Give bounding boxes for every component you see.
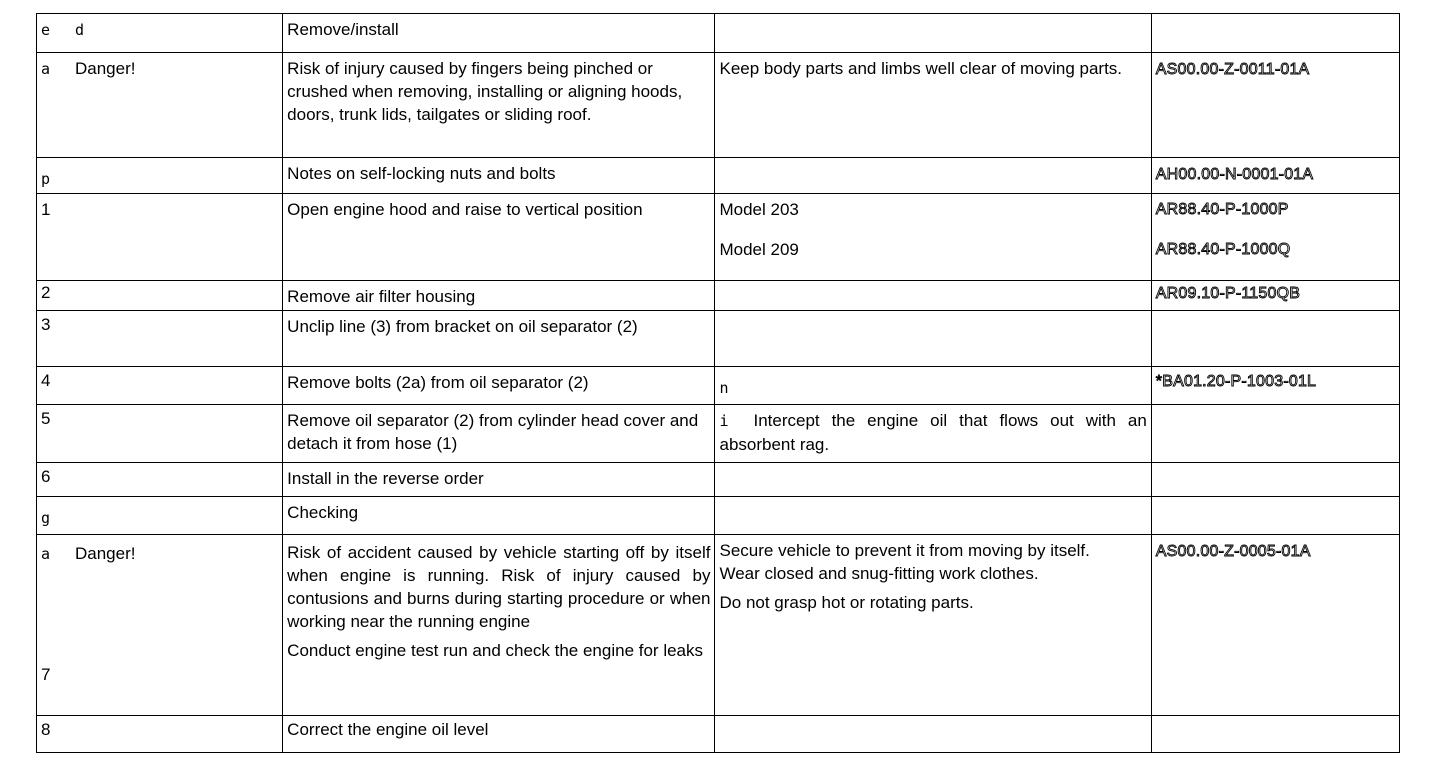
- description-text: Unclip line (3) from bracket on oil separator (2): [287, 317, 638, 336]
- reference-link[interactable]: AR88.40-P-1000P: [1155, 201, 1289, 218]
- step-number: 6: [41, 467, 51, 486]
- step-cell: [37, 497, 283, 535]
- step-number: 1: [41, 200, 51, 219]
- table-row: [37, 311, 1400, 367]
- description-text: Install in the reverse order: [287, 469, 484, 488]
- note-text: Do not grasp hot or rotating parts.: [719, 593, 974, 612]
- step-cell: [37, 158, 283, 194]
- description-text: Open engine hood and raise to vertical position: [287, 200, 643, 219]
- description-cell: [283, 53, 715, 158]
- description-text: Notes on self-locking nuts and bolts: [287, 164, 556, 183]
- table-row: [37, 405, 1400, 463]
- step-cell: [37, 535, 283, 716]
- reference-cell: [1151, 463, 1399, 497]
- description-cell: [283, 497, 715, 535]
- step-cell: [37, 14, 283, 53]
- description-cell: [283, 405, 715, 463]
- description-text: Conduct engine test run and check the engine for leaks: [287, 641, 703, 660]
- reference-cell: [1151, 14, 1399, 53]
- description-text: Checking: [287, 503, 359, 522]
- description-text: Remove bolts (2a) from oil separator (2): [287, 373, 589, 392]
- step-cell: [37, 367, 283, 405]
- tip-icon: n: [719, 379, 729, 397]
- reference-link[interactable]: AS00.00-Z-0005-01A: [1155, 543, 1311, 560]
- step-cell: [37, 194, 283, 281]
- table-row: [37, 535, 1400, 716]
- tool-icon: d: [75, 21, 85, 39]
- description-cell: [283, 716, 715, 753]
- description-cell: [283, 367, 715, 405]
- step-cell: [37, 53, 283, 158]
- notes-cell: [715, 53, 1151, 158]
- checking-icon: g: [41, 509, 51, 527]
- notes-cell: [715, 281, 1151, 311]
- step-cell: [37, 311, 283, 367]
- reference-cell: [1151, 194, 1399, 281]
- procedure-table: [36, 13, 1400, 753]
- table-row: [37, 194, 1400, 281]
- step-number: 8: [41, 720, 51, 739]
- description-text: Remove oil separator (2) from cylinder head cover and detach it from hose (1): [287, 411, 699, 453]
- step-number: 4: [41, 371, 51, 390]
- step-number: 3: [41, 315, 51, 334]
- description-text: Correct the engine oil level: [287, 720, 489, 739]
- reference-link[interactable]: AR09.10-P-1150QB: [1155, 285, 1301, 302]
- notes-cell: [715, 194, 1151, 281]
- step-cell: [37, 281, 283, 311]
- reference-link[interactable]: AR88.40-P-1000Q: [1155, 241, 1291, 258]
- note-text: Intercept the engine oil that flows out with an absorbent rag.: [719, 411, 1147, 454]
- model-label: Model 203: [719, 200, 799, 219]
- reference-cell: [1151, 716, 1399, 753]
- table-row: [37, 497, 1400, 535]
- reference-cell: [1151, 405, 1399, 463]
- description-cell: [283, 535, 715, 716]
- info-icon: i: [719, 412, 729, 430]
- description-text: Remove air filter housing: [287, 287, 476, 306]
- description-cell: [283, 463, 715, 497]
- notes-cell: [715, 158, 1151, 194]
- table-row: [37, 367, 1400, 405]
- reference-cell: [1151, 158, 1399, 194]
- warning-icon: a: [41, 545, 51, 563]
- step-cell: [37, 405, 283, 463]
- danger-label: Danger!: [75, 59, 136, 78]
- table-row: [37, 716, 1400, 753]
- notes-icon: p: [41, 170, 51, 188]
- notes-cell: [715, 463, 1151, 497]
- step-number: 5: [41, 409, 51, 428]
- warning-icon: a: [41, 60, 51, 78]
- danger-label: Danger!: [75, 544, 136, 563]
- step-number: 2: [41, 283, 51, 302]
- note-text: Keep body parts and limbs well clear of moving parts.: [719, 59, 1123, 78]
- description-text: Risk of injury caused by fingers being pinched or crushed when removing, installing or aligning hoods, doors, trunk lids, tailgates or sliding roof.: [287, 59, 683, 124]
- description-cell: [283, 311, 715, 367]
- table-row: [37, 158, 1400, 194]
- description-cell: [283, 281, 715, 311]
- notes-cell: [715, 405, 1151, 463]
- reference-cell: [1151, 367, 1399, 405]
- description-text: Remove/install: [287, 20, 399, 39]
- reference-cell: [1151, 535, 1399, 716]
- reference-link[interactable]: AH00.00-N-0001-01A: [1155, 166, 1314, 183]
- reference-cell: [1151, 281, 1399, 311]
- reference-cell: [1151, 311, 1399, 367]
- reference-link[interactable]: *BA01.20-P-1003-01L: [1155, 373, 1317, 390]
- notes-cell: [715, 311, 1151, 367]
- step-number: 7: [41, 665, 51, 684]
- table-row: [37, 463, 1400, 497]
- reference-cell: [1151, 53, 1399, 158]
- table-row: [37, 14, 1400, 53]
- notes-cell: [715, 716, 1151, 753]
- step-cell: [37, 716, 283, 753]
- table-row: [37, 53, 1400, 158]
- reference-cell: [1151, 497, 1399, 535]
- notes-cell: [715, 497, 1151, 535]
- model-label: Model 209: [719, 240, 799, 259]
- section-icon: e: [41, 21, 51, 39]
- notes-cell: [715, 14, 1151, 53]
- description-cell: [283, 158, 715, 194]
- step-cell: [37, 463, 283, 497]
- note-text: Secure vehicle to prevent it from moving by itself.: [719, 541, 1090, 560]
- notes-cell: [715, 367, 1151, 405]
- description-cell: [283, 14, 715, 53]
- notes-cell: [715, 535, 1151, 716]
- table-row: [37, 281, 1400, 311]
- reference-link[interactable]: AS00.00-Z-0011-01A: [1155, 61, 1310, 78]
- description-cell: [283, 194, 715, 281]
- note-text: Wear closed and snug-fitting work clothes.: [719, 564, 1039, 583]
- warning-text: Risk of accident caused by vehicle starting off by itself when engine is running. Risk of injury caused by contusions and burns during starting procedure or when working near the running engine: [287, 543, 711, 631]
